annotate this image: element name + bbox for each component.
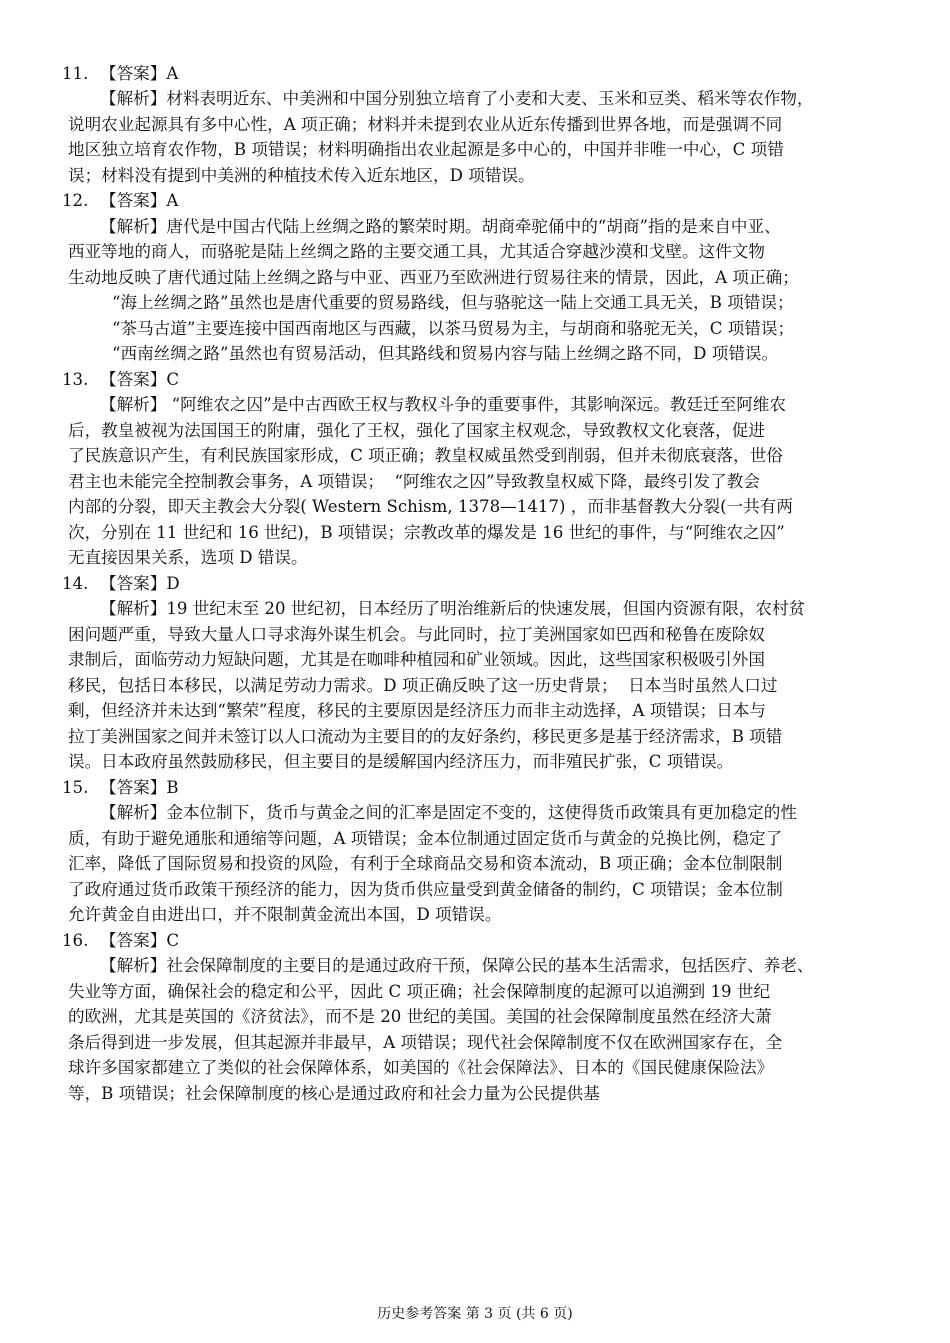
explanation-line: 隶制后，面临劳动力短缺问题，尤其是在咖啡种植园和矿业领域。因此，这些国家积极吸引外国: [68, 650, 765, 669]
answer-label: 【答案】C: [100, 931, 180, 950]
explanation-line: 误。日本政府虽然鼓励移民，但主要目的是缓解国内经济压力，而非殖民扩张，C 项错误。: [68, 752, 734, 771]
explanation-line: 了民族意识产生，有利民族国家形成，C 项正确；教皇权威虽然受到削弱，但并未彻底衰落，世俗: [68, 446, 783, 465]
explanation-line: 后，教皇被视为法国国王的附庸，强化了王权，强化了国家主权观念，导致教权文化衰落，促进: [68, 421, 765, 440]
answer-label: 【答案】B: [100, 778, 179, 797]
explanation-line: 【解析】社会保障制度的主要目的是通过政府干预，保障公民的基本生活需求，包括医疗、养老、: [100, 956, 814, 975]
explanation-line: 汇率，降低了国际贸易和投资的风险，有利于全球商品交易和资本流动，B 项正确；金本位制限制: [68, 854, 783, 873]
explanation-line: 移民，包括日本移民，以满足劳动力需求。D 项正确反映了这一历史背景； 日本当时虽然人口过: [68, 676, 778, 695]
explanation-line: 【解析】 “阿维农之囚”是中古西欧王权与教权斗争的重要事件，其影响深远。教廷迁至阿维农: [100, 395, 786, 414]
explanation-line: 内部的分裂，即天主教会大分裂( Western Schism, 1378—1417) ，而非基督教大分裂(一共有两: [68, 497, 793, 516]
explanation-line: 了政府通过货币政策干预经济的能力，因为货币供应量受到黄金储备的制约，C 项错误；金本位制: [68, 880, 783, 899]
explanation-line: 质，有助于避免通胀和通缩等问题，A 项错误；金本位制通过固定货币与黄金的兑换比例，稳定了: [68, 829, 783, 848]
explanation-line: 允许黄金自由进出口，并不限制黄金流出本国，D 项错误。: [68, 905, 502, 924]
explanation-line: 君主也未能完全控制教会事务，A 项错误； “阿维农之囚”导致教皇权威下降，最终引发了教会: [68, 472, 760, 491]
answer-label: 【答案】A: [100, 64, 179, 83]
explanation-line: 失业等方面，确保社会的稳定和公平，因此 C 项正确；社会保障制度的起源可以追溯到 19 世纪: [68, 982, 771, 1001]
explanation-line: 拉丁美洲国家之间并未签订以人口流动为主要目的的友好条约，移民更多是基于经济需求，B 项错: [68, 727, 783, 746]
answer-label: 【答案】C: [100, 370, 180, 389]
explanation-line: 说明农业起源具有多中心性，A 项正确；材料并未提到农业从近东传播到世界各地，而是强调不同: [68, 115, 783, 134]
explanation-line: 【解析】金本位制下，货币与黄金之间的汇率是固定不变的，这使得货币政策具有更加稳定的性: [100, 803, 797, 822]
answer-label: 【答案】A: [100, 191, 179, 210]
explanation-line: 条后得到进一步发展，但其起源并非最早，A 项错误；现代社会保障制度不仅在欧洲国家存在，全: [68, 1033, 783, 1052]
answer-label: 【答案】D: [100, 574, 180, 593]
explanation-line: 的欧洲，尤其是英国的《济贫法》，而不是 20 世纪的美国。美国的社会保障制度虽然在经济大萧: [68, 1007, 772, 1026]
explanation-line: 球许多国家都建立了类似的社会保障体系，如美国的《社会保障法》、日本的《国民健康保险法》: [68, 1058, 774, 1077]
question-number: 11.: [62, 64, 89, 83]
explanation-line: 次，分别在 11 世纪和 16 世纪)，B 项错误；宗教改革的爆发是 16 世纪的事件，与“阿维农之囚”: [68, 523, 785, 542]
question-number: 14.: [62, 574, 89, 593]
explanation-line: 困问题严重，导致大量人口寻求海外谋生机会。与此同时，拉丁美洲国家如巴西和秘鲁在废除奴: [68, 625, 765, 644]
explanation-line: 等，B 项错误；社会保障制度的核心是通过政府和社会力量为公民提供基: [68, 1084, 600, 1103]
page-footer: 历史参考答案 第 3 页 (共 6 页): [377, 1306, 573, 1322]
question-number: 12.: [62, 191, 89, 210]
explanation-line: 生动地反映了唐代通过陆上丝绸之路与中亚、西亚乃至欧洲进行贸易往来的情景，因此，A 项正确；: [68, 268, 799, 287]
explanation-line: 西亚等地的商人，而骆驼是陆上丝绸之路的主要交通工具，尤其适合穿越沙漠和戈壁。这件文物: [68, 242, 765, 261]
explanation-line: 【解析】19 世纪末至 20 世纪初，日本经历了明治维新后的快速发展，但国内资源有限，农村贫: [100, 599, 806, 618]
explanation-line: 地区独立培育农作物，B 项错误；材料明确指出农业起源是多中心的，中国并非唯一中心，C 项错: [68, 140, 784, 159]
explanation-line: 【解析】唐代是中国古代陆上丝绸之路的繁荣时期。胡商牵驼俑中的“胡商”指的是来自中亚、: [100, 217, 781, 236]
question-number: 16.: [62, 931, 89, 950]
explanation-line: “海上丝绸之路”虽然也是唐代重要的贸易路线，但与骆驼这一陆上交通工具无关，B 项错误；: [112, 293, 794, 312]
explanation-line: 无直接因果关系，选项 D 错误。: [68, 548, 308, 567]
question-number: 13.: [62, 370, 89, 389]
explanation-line: “西南丝绸之路”虽然也有贸易活动，但其路线和贸易内容与陆上丝绸之路不同，D 项错误。: [112, 344, 779, 363]
explanation-line: 【解析】材料表明近东、中美洲和中国分别独立培育了小麦和大麦、玉米和豆类、稻米等农作物，: [100, 89, 814, 108]
question-number: 15.: [62, 778, 89, 797]
explanation-line: 剩，但经济并未达到“繁荣”程度，移民的主要原因是经济压力而非主动选择，A 项错误；日本与: [68, 701, 766, 720]
explanation-line: 误；材料没有提到中美洲的种植技术传入近东地区，D 项错误。: [68, 166, 535, 185]
explanation-line: “茶马古道”主要连接中国西南地区与西藏，以茶马贸易为主，与胡商和骆驼无关，C 项错误；: [112, 319, 795, 338]
